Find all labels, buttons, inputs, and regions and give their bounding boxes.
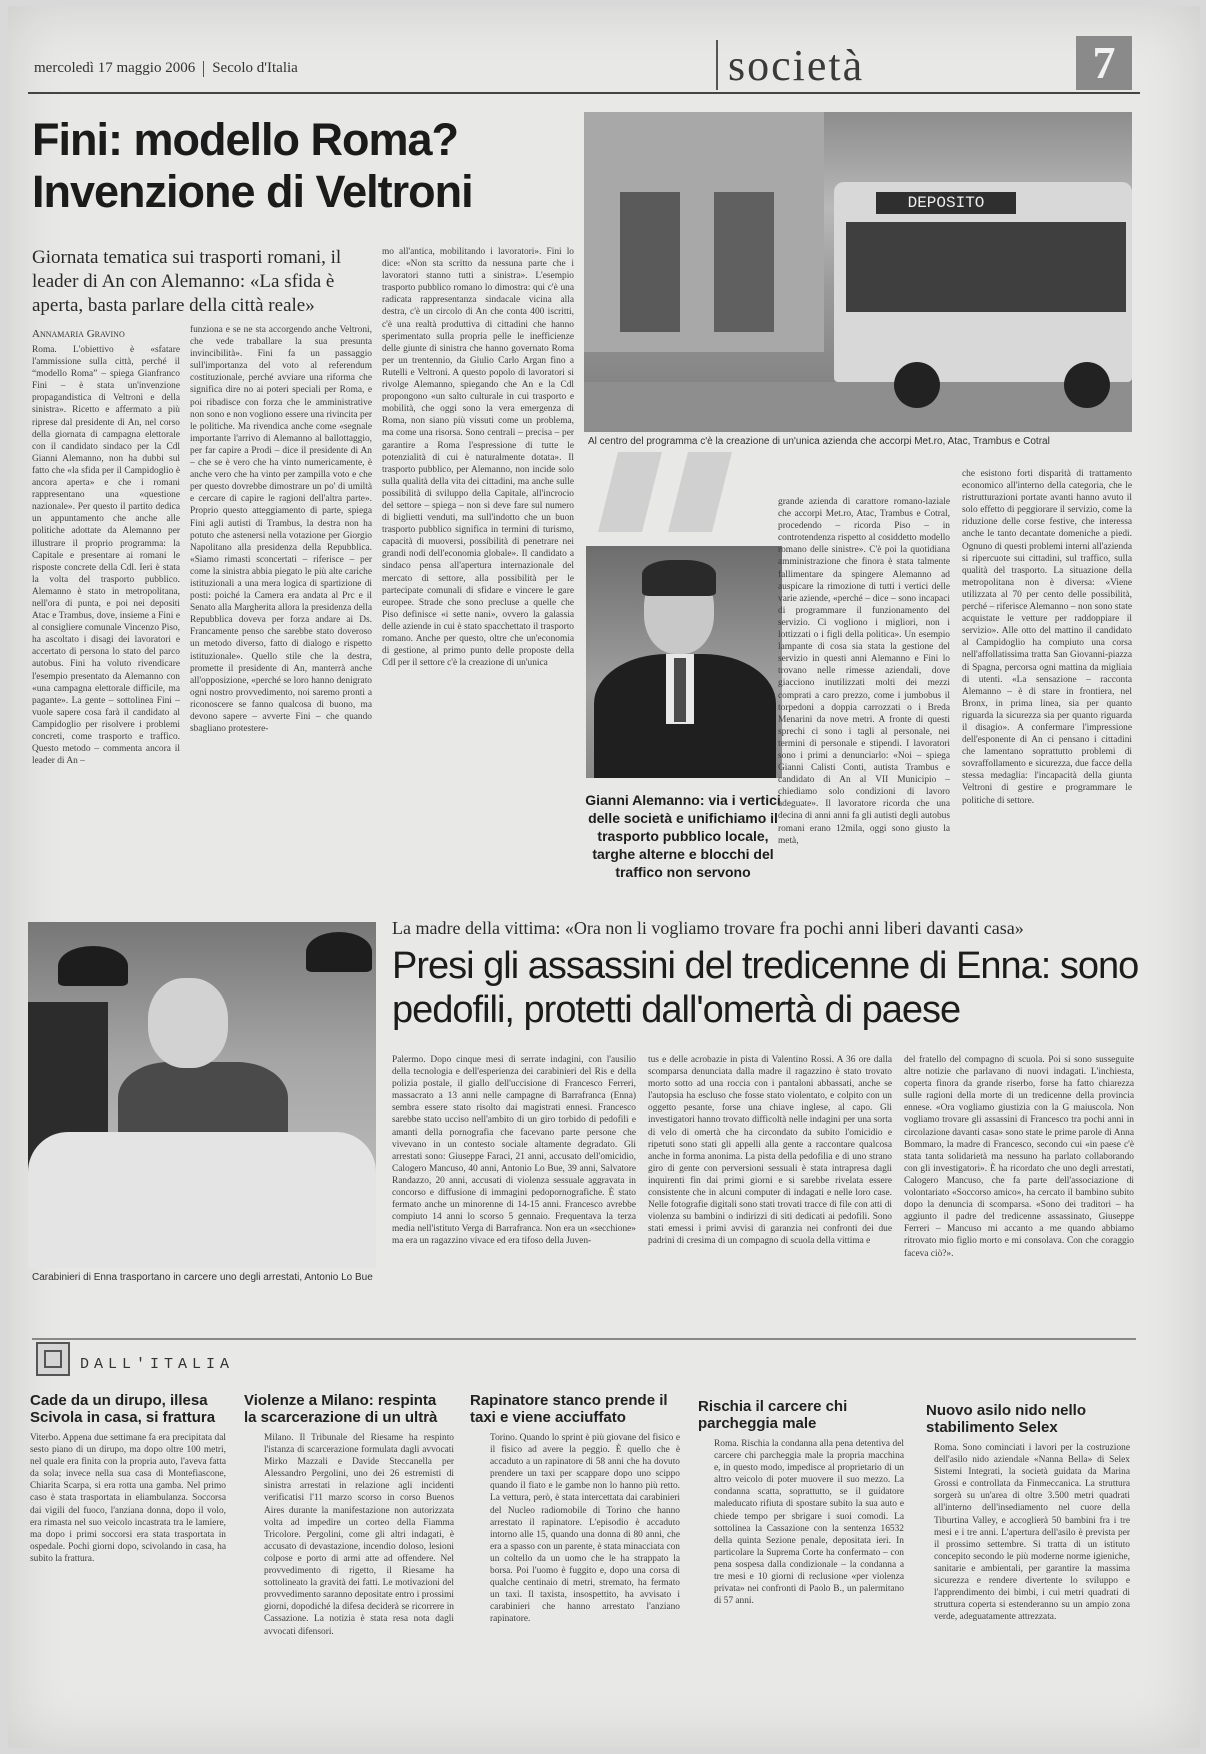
dall-italia-rule xyxy=(32,1338,1136,1340)
story2-kicker: La madre della vittima: «Ora non li vogliamo trovare fra pochi anni liberi davanti casa» xyxy=(392,918,1024,938)
story2-column-3: del fratello del compagno di scuola. Poi si sono susseguite altre notizie che parlavano di nuovi indagati. L'inchiesta, coperta finora da grande riserbo, forse ha fatto chiarezza sulle ragioni della morte di un tredicenne della provincia ennese. «Ora vogliamo giustizia con la G maiuscola. Non vogliamo trovare gli assassini di Francesco tra pochi anni in circolazione davanti casa» sono state le prime parole di Anna Bommaro, la madre di Francesco, secondo cui «in paese c'è stata tanta solidarietà ma nessuno ha parlato collaborando con gli investigatori». È ha ricordato che uno degli arrestati, Calogero Mancuso, che fa parte dell'associazione di volontariato «Soccorso amico», ha cercato il bambino subito dopo la denuncia di scomparsa. «Sono dei traditori – ha aggiunto il padre del tredicenne assassinato, Giuseppe Ferreri – Mancuso mi accanto a me quando abbiamo ritrovato mio figlio morto e mi consolava. Con che coraggio faceva ciò?». xyxy=(904,1055,1134,1259)
bus-wheel xyxy=(1064,362,1110,408)
arrest-photo-caption: Carabinieri di Enna trasportano in carcere uno degli arrestati, Antonio Lo Bue xyxy=(32,1272,373,1283)
story2-column-1: Palermo. Dopo cinque mesi di serrate indagini, con l'ausilio della tecnologia e dell'esperienza dei carabinieri del Ris e della polizia postale, il giallo dell'uccisione di Francesco Ferreri, massacrato a 13 anni nelle campagne di Barrafranca (Enna) sembra essere stato risolto dai magistrati ennesi. Francesco sarebbe stato ucciso nell'ambito di un giro torbido di pedofili e amanti della pornografia che facevano parte persone che vivevano in un contesto sociale altamente degradato. Gli arrestati sono: Giuseppe Faraci, 21 anni, accusato dell'omicidio, Calogero Mancuso, 40 anni, Antonio Lo Bue, 39 anni, Salvatore Randazzo, 20 anni, accusati di violenza sessuale aggravata in concorso e diffusione di immagini pedopornografiche. È stato fermato anche un minorenne di 14-15 anni. Francesco avrebbe compiuto 14 anni lo scorso 5 gennaio. Frequentava la terza media nell'istituto Verga di Barrafranca. Non era un «secchione» ma era un ragazzino vivace ed era tifoso della Juven- xyxy=(392,1055,636,1247)
brief-5-title: Nuovo asilo nido nello stabilimento Selex xyxy=(926,1402,1087,1436)
story1-pull-quote: Gianni Alemanno: via i vertici delle società e unifichiamo il trasporto pubblico locale, targhe alterne e blocchi del traffico non servono xyxy=(585,792,781,880)
dall-italia-title: DALL'ITALIA xyxy=(80,1356,235,1373)
bus-window xyxy=(846,222,1126,312)
bus-photo-caption: Al centro del programma c'è la creazione di un'unica azienda che accorpi Met.ro, Atac, Trambus e Cotral xyxy=(588,436,1050,447)
newspaper-page xyxy=(8,6,1200,1748)
story1-subhead: Giornata tematica sui trasporti romani, il leader di An con Alemanno: «La sfida è aperta, basta parlare della città reale» xyxy=(32,247,342,316)
masthead-rule xyxy=(28,92,1140,94)
officer-cap xyxy=(306,932,372,972)
brief-2-title: Violenze a Milano: respinta la scarcerazione di un ultrà xyxy=(244,1392,438,1426)
brief-3-text: Torino. Quando lo sprint è più giovane del fisico e il fisico ad avere la peggio. È quello che è accaduto a un rapinatore di 58 anni che ha dovuto prendere un taxi per scappare dopo uno scippo quando il fiato e le gambe non lo hanno più retto. La vettura, però, è stata intercettata dai carabinieri del Nucleo radiomobile di Torino che hanno arrestato il rapinatore. L'episodio è accaduto intorno alle 15, quando una donna di 80 anni, che era a spasso con un parente, è stata minacciata con un coltello da un uomo che le ha strappato la borsa. Poi l'uomo è fuggito e, dopo una corsa di qualche centinaio di metri, stremato, ha fermato un taxi. Il taxista, insospettito, ha avvisato i carabinieri che hanno arrestato l'anziano rapinatore. xyxy=(490,1433,680,1625)
brief-3-title: Rapinatore stanco prende il taxi e viene acciuffato xyxy=(470,1392,668,1426)
brief-5-text: Roma. Sono cominciati i lavori per la costruzione dell'asilo nido aziendale «Nanna Bella» di Selex Sistemi Integrati, la società guidata da Marina Grossi e controllata da Finmeccanica. La struttura sorgerà su un'area di oltre 3.500 metri quadrati all'interno dell'insediamento nel cuore della Tiburtina Valley, e accoglierà 50 bambini fra i tre mesi e i tre anni. L'apertura dell'asilo è prevista per il prossimo settembre. Si tratta di un istituto concepito secondo le più moderne norme igieniche, sanitarie e ambientali, per garantire la massima sicurezza e rendere divertente lo sviluppo e l'apprendimento dei bimbi, i cui metri quadrati di struttura coperta si estenderanno su un ampio zona verde, adeguatamente attrezzata. xyxy=(934,1443,1130,1623)
tie-shape xyxy=(674,658,686,722)
alemanno-portrait xyxy=(586,546,782,778)
section-name: società xyxy=(728,41,865,90)
story1-column-5: che esistono forti disparità di trattamento economico all'interno della categoria, che le ristrutturazioni portate avanti hanno avuto il solo effetto di peggiorare il servizio, come la riduzione delle corse festive, che interessa anche le tanto decantate domeniche a piedi. Ognuno di questi problemi interni all'azienda si ripercuote sui cittadini, sul traffico, sulla qualità del trasporto. La situazione della metropolitana non è diversa: «Viene utilizzata al 70 per cento delle possibilità, perché – riferisce Alemanno – non sono state acquistate le vetture per raddoppiare il servizio». Alle otto del mattino il candidato al Campidoglio ha compiuto una corsa nell'affollatissima tratta San Giovanni-piazza di Spagna, percorsa ogni mattina da migliaia di utenti. «La sensazione – racconta Alemanno – è di stare in frontiera, nel Bronx, in prima linea, sia per quanto riguarda la sicurezza sia per quanto riguarda il disagio». A confermare l'impressione dell'esponente di An ci pensano i cittadini che lamentano soprattutto problemi di sovraffollamento e sicurezza, due facce della stessa medaglia: l'incapacità della giunta Veltroni di gestire e programmare le politiche di settore. xyxy=(962,469,1132,806)
arrest-photo xyxy=(28,922,376,1268)
story1-column-4: grande azienda di carattore romano-laziale che accorpi Met.ro, Atac, Trambus e Cotral, procedendo – ricorda Piso – in controtendenza rispetto al cosiddetto modello romano delle sinistre». C'è poi la quotidiana amministrazione che finora è stata talmente fallimentare da spingere Alemanno ad auspicare la rimozione di tutti i vertici delle varie aziende, «perché – dice – sono incapaci di programmare il funzionamento del servizio. Ci vogliono i migliori, non i lottizzati o i figli della politica». Un esempio lampante di cosa sia stata la gestione del servizio in questi anni Alemanno e Fini lo trovano nelle rimesse aziendali, dove giacciono inutilizzati molti dei mezzi comprati a caro prezzo, come i jumbobus il torpedoni a doppia carrozzati o i Breda Menarini da nove metri. A fronte di questi sprechi ci sono i tagli al personale, nei termini di personale e stipendi. I lavoratori sono i primi a denunciarlo: «Noi – spiega Gianni Calisti Conti, autista Trambus e candidato di An al VII Municipio – chiediamo solo condizioni di lavoro adeguate». Il lavoratore ricorda che una decina di anni anni fa gli autisti degli autobus romani erano 12mila, oggi sono giusto la metà, xyxy=(778,497,950,846)
masthead-divider xyxy=(716,40,718,90)
story1-column-1: Roma. L'obiettivo è «sfatare l'ammissione sulla città, perché il “modello Roma” – spiega Gianfranco Fini – è stata un'invenzione propagandistica di Veltroni e della sinistra». Ricetto e affermato a più riprese dal presidente di An, nel corso della giornata di campagna elettorale con il candidato sindaco per la Cdl Gianni Alemanno, non ha dubbi sul fatto che «la sfida per il Campidoglio è ancora aperta» e che i romani rappresentano una «questione nazionale». Per questo il partito dedica un appuntamento che anche alle politiche adottate da Alemanno per illustrare il proprio programma: la Capitale e presentare ai romani le risposte concrete della Cdl. Ieri è stata la volta del trasporto pubblico. Alemanno è stato in metropolitana, nell'ora di punta, e poi nei depositi Atac e Trambus, dove, insieme a Fini e al consigliere comunale Vincenzo Piso, ha ascoltato i disagi dei lavoratori e accertato di persona lo stato del parco autobus. Fini ha voluto rivendicare l'esempio presentato da Alemanno con «una campagna elettorale difficile, ma pagante». La gente – sottolinea Fini – vuole sapere cosa farà il candidato al Campidoglio per risolvere i problemi concreti, come trasporto e traffico. Questo metodo – commenta ancora il leader di An – xyxy=(32,345,180,767)
doorway-shape xyxy=(714,192,774,332)
masthead xyxy=(28,34,1140,96)
story2-column-2: tus e delle acrobazie in pista di Valentino Rossi. A 36 ore dalla scomparsa denunciata dalla madre il ragazzino è stato trovato morto sotto ad una roccia con i pantaloni abbassati, anche se l'autopsia ha escluso che fosse stato violentato, e colpito con un oggetto pesante, forse una chiave inglese, al capo. Gli investigatori hanno trovato difficoltà nelle indagini per una sorta di velo di omertà che ha circondato da subito l'omicidio e ripetuti sono stati gli appelli alla gente a raccontare qualcosa anche in forma anonima. La pista della pedofilia e di uno strano giro di gente con perversioni sessuali è stata intrapresa dagli inquirenti fin dai primi giorni e si sarebbe rivelata essere consistente che in alcuni computer di indagati e nelle loro case. Nelle fotografie digitali sono stati trovati tracce di file con atti di violenza su bambini o indirizzi di siti dedicati ai pedofili. Sono stati emessi i primi avvisi di garanzia nei confronti dei due padrini di cresima di un compagno di scuola della vittima e xyxy=(648,1055,892,1247)
bus-photo xyxy=(584,112,1132,432)
bus-destination-sign: DEPOSITO xyxy=(876,192,1016,214)
brief-1-title: Cade da un dirupo, illesa Scivola in casa, si frattura xyxy=(30,1392,216,1426)
brief-4-text: Roma. Rischia la condanna alla pena detentiva del carcere chi parcheggia male la propria macchina e, in questo modo, impedisce al proprietario di un altro veicolo di poter muovere il suo mezzo. La condanna scatta, soprattutto, se il guidatore maleducato rifiuta di spostare subito la sua auto e chiede tempo per sbrigare i suoi comodi. La sottolinea la Cassazione con la sentenza 16532 della quinta Sezione penale, depositata ieri. In particolare la Suprema Corte ha confermato – con pena sospesa dalla condizionale – la condanna a tre mesi e 10 giorni di reclusione «per violenza privata» nei confronti di Paolo B., un palermitano di 57 anni. xyxy=(714,1439,904,1607)
dall-italia-logo-icon xyxy=(36,1342,70,1376)
quote-mark-graphic xyxy=(608,452,748,532)
masthead-dateline xyxy=(34,60,298,77)
officer-cap xyxy=(58,946,128,986)
doorway-shape xyxy=(620,192,680,332)
road-shape xyxy=(584,382,1132,432)
brief-2-text: Milano. Il Tribunale del Riesame ha respinto l'istanza di scarcerazione formulata dagli avvocati Mirko Mazzali e Davide Steccanella per Alessandro Pergolini, uno dei 26 estremisti di sinistra arrestati in relazione agli incidenti verificatisi l'11 marzo scorso in corso Buenos Aires durante la manifestazione non autorizzata volta ad impedire un corteo della Fiamma Tricolore. Pergolini, come gli altri indagati, è accusato di devastazione, incendio doloso, lesioni colpose e porto di armi atte ad offendere. Nel provvedimento di rigetto, il Riesame ha sottolineato la gravità dei fatti. Le motivazioni del provvedimento saranno depositate entro i prossimi giorni, dopodiché la difesa deciderà se ricorrere in Cassazione. La notizia è stata resa nota dagli avvocati difensori. xyxy=(264,1433,454,1637)
page-number: 7 xyxy=(1076,36,1132,90)
brief-4-title: Rischia il carcere chi parcheggia male xyxy=(698,1398,848,1432)
person-head xyxy=(148,978,228,1068)
story1-byline: Annamaria Gravino xyxy=(32,328,125,340)
story1-column-2: funziona e se ne sta accorgendo anche Veltroni, che vede traballare la sua presunta invincibilità». Fini fa un passaggio sull'importanza del voto al referendum costituzionale, perché avviare una riforma che significa dire no ai poteri speciali per Roma, e poi ribadisce con forza che le amministrative non sono e non vogliono essere una rivincita per le politiche. Ma rivendica anche come «segnale importante l'arrivo di Alemanno al ballottaggio, per far capire a Prodi – dice il presidente di An – che se è vero che ha vinto numericamente, è anche vero che ha vinto per zampilla voto e che per questo dovrebbe dimostrare un po' di umiltà e cercare di capire le ragioni dell'altra parte». Proprio questo atteggiamento di parte, spiega Fini agli autisti di Trambus, la destra non ha potuto che astenersi nella votazione per Giorgio Napolitano alla presidenza della Repubblica. «Siamo rimasti sconcertati – riferisce – per come la sinistra abbia piegato le più alte cariche istituzionali a una mera logica di spartizione di posti: poiché la Camera era andata al Prc e il Senato alla Margherita allora la presidenza della Repubblica doveva per forza andare ai Ds. Francamente penso che sarebbe stato doveroso un metodo diverso, fatto di dialogo e rispetto istituzionale». Quello stile che la destra, promette il presidente di An, manterrà anche all'opposizione, «perché se loro hanno denigrato ogni nostro provvedimento, noi saremo pronti a riconoscere se fanno qualcosa di buono, ma devono sapere – avverte Fini – che quando sbagliano protestere- xyxy=(190,325,372,735)
story1-column-3: mo all'antica, mobilitando i lavoratori». Fini lo dice: «Non sta scritto da nessuna parte che i lavoratori stanno tutti a sinistra». L'esempio trasporto pubblico romano lo dimostra: qui c'è una radicata rappresentanza sindacale vicina alla destra, c'è un circolo di An che conta 400 iscritti, c'è una realtà produttiva di cittadini che hanno sperimentato sulla propria pelle le inefficienze delle giunte di sinistra che hanno governato Roma per un trentennio, da Giulio Carlo Argan fino a Rutelli e Veltroni. A questo popolo di lavoratori si rivolge Alemanno, spiegando che An e la Cdl propongono «un salto culturale in cui trasporto e mobilità, che oggi sono la vera emergenza di Roma, non siano più vissuti come un problema, ma come una risorsa. Sono centrali – precisa – per garantire a Roma l'espressione di tutte le potenzialità di cui è naturalmente dotata». Il trasporto pubblico, per Alemanno, non incide solo sulla qualità della vita dei cittadini, ma anche sulle possibilità di sviluppo della Capitale, all'incrocio del settore – spiega – non si deve fare sul numero di biglietti venduti, ma sull'indotto che un buon trasporto pubblico significa in termini di turismo, capacità di muoversi, possibilità di penetrare nei grandi nodi dell'economia globale». Il candidato a sindaco pensa all'apertura internazionale del mercato di settore, alla possibilità per le partecipate comunali di sfidare e vincere le gare europee. Strade che sono precluse a quelle che Piso definisce «i sette nani», ovvero la galassia delle aziende in cui è stato spacchettato il trasporto romano. Anche per questo, oltre che un'economia di gestione, al primo punto delle proposte della Cdl per il settore c'è la creazione di un'unica xyxy=(382,247,574,669)
brief-1-text: Viterbo. Appena due settimane fa era precipitata dal sesto piano di un dirupo, ma dopo oltre 100 metri, nel quale era finita con la propria auto, l'aveva fatta da sola; invece nella sua casa di Montefiascone, Chiarita Scarpa, si era rotta una gamba. Nel primo caso è stata trasportata in eliambulanza. Soccorsa dai vigili del fuoco, l'anziana donna, dopo il volo, era rimasta nel suo veicolo incastrata tra le lamiere, ma dopo i primi soccorsi era stata trasportata in ospedale. Pochi giorni dopo, scivolando in casa, ha subito la frattura. xyxy=(30,1433,226,1564)
car-shape xyxy=(28,1132,376,1268)
newspaper-name: Secolo d'Italia xyxy=(212,60,298,76)
hair-shape xyxy=(642,560,716,596)
story1-headline: Fini: modello Roma? Invenzione di Veltroni xyxy=(32,114,473,217)
bus-wheel xyxy=(894,362,940,408)
issue-date: mercoledì 17 maggio 2006 xyxy=(34,60,196,76)
story2-headline: Presi gli assassini del tredicenne di Enna: sono pedofili, protetti dall'omertà di paese xyxy=(392,945,1139,1031)
